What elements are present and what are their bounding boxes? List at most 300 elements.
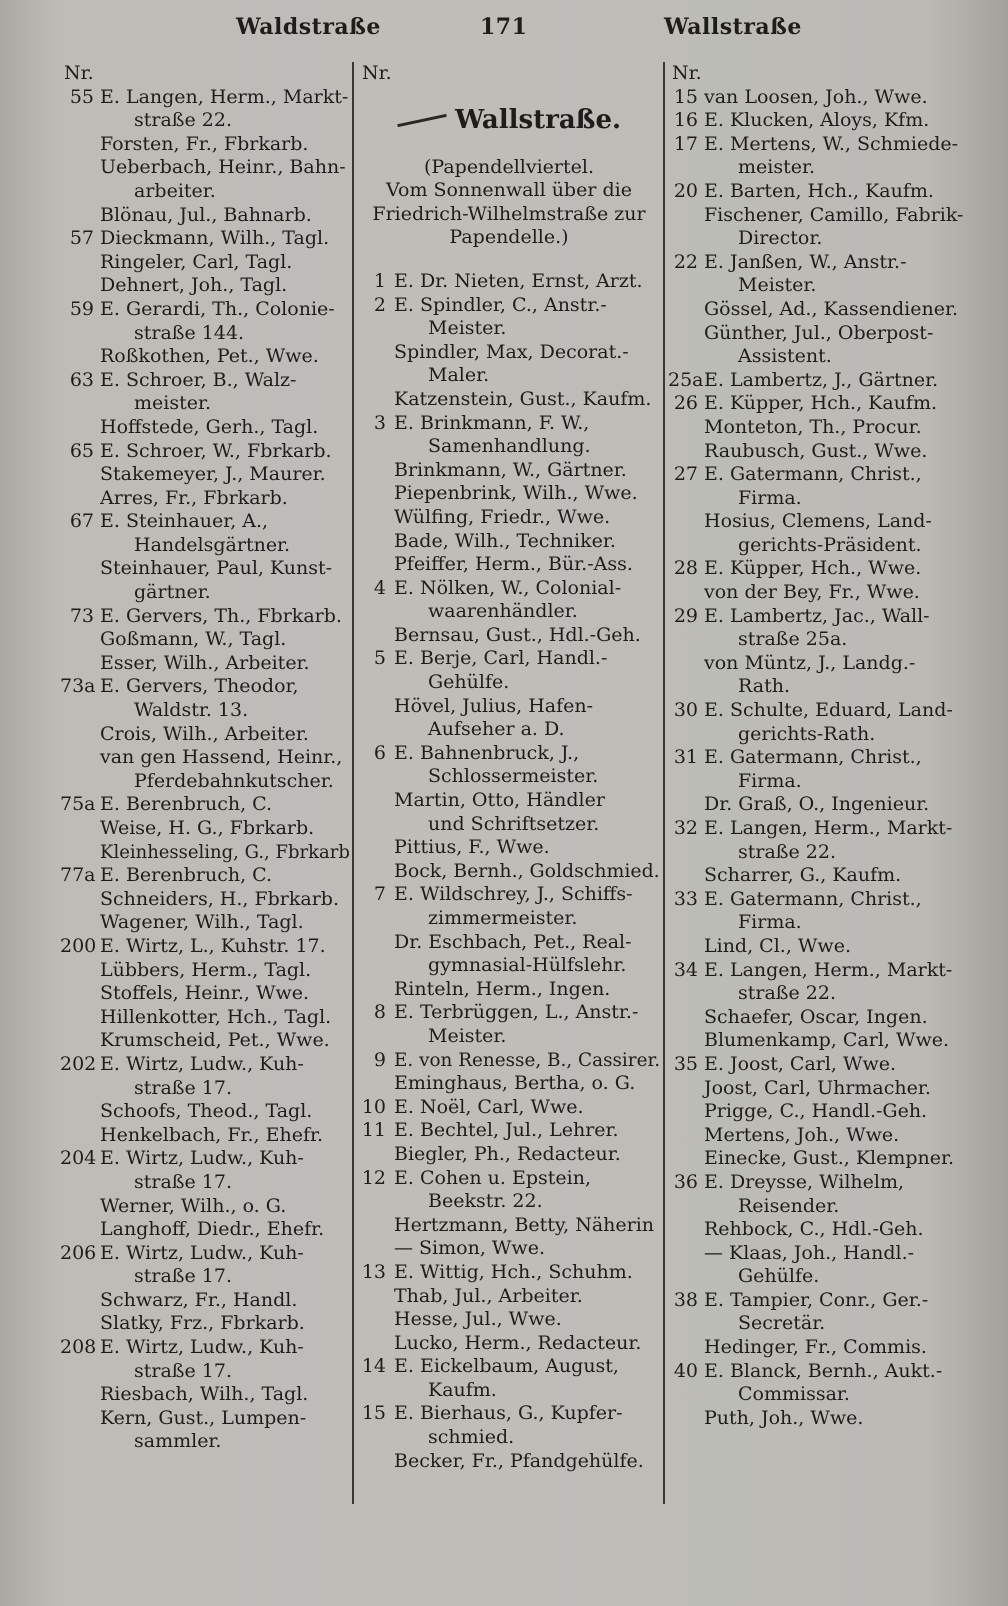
directory-entry [60,1407,350,1431]
directory-entry [60,534,350,558]
entry-text: Schwarz, Fr., Handl. [100,1288,298,1311]
directory-entry [60,723,350,747]
directory-entry [60,1171,350,1195]
directory-entry [60,1053,350,1077]
entry-text: E. Joost, Carl, Wwe. [704,1052,897,1075]
directory-entry [668,227,970,251]
entry-text: E. Berje, Carl, Handl.- [394,647,608,670]
house-number: 15 [673,85,698,108]
directory-entry [358,671,660,695]
entry-text: Henkelbach, Fr., Ehefr. [100,1123,324,1146]
entry-text: Arres, Fr., Fbrkarb. [100,486,288,509]
directory-entry [60,793,350,817]
directory-entry [60,817,350,841]
directory-entry [668,1147,970,1171]
entry-text: Hoffstede, Gerh., Tagl. [100,415,319,438]
entry-text: straße 22. [738,982,836,1005]
house-number: 2 [373,293,386,316]
entry-text: E. Berenbruch, C. [100,864,273,887]
column-label: Nr. [672,62,702,84]
directory-entry [668,1053,970,1077]
house-number: 32 [673,817,698,839]
entry-text: Rinteln, Herm., Ingen. [394,977,611,1000]
directory-entry [668,628,970,652]
house-number: 73 [69,604,94,627]
entry-text: Commissar. [738,1383,850,1406]
entry-text: Hesse, Jul., Wwe. [394,1308,562,1331]
directory-entry [60,652,350,676]
directory-entry [358,1072,660,1096]
entry-text: von der Bey, Fr., Wwe. [704,581,920,604]
entry-text: Assistent. [738,345,832,368]
directory-entry [358,836,660,860]
directory-entry [60,1029,350,1053]
column-1 [60,62,350,1454]
entry-text: Steinhauer, Paul, Kunst- [100,557,333,580]
entry-text: Riesbach, Wilh., Tagl. [100,1383,309,1406]
entry-text: Fischener, Camillo, Fabrik- [704,203,964,226]
entry-text: straße 22. [134,109,232,132]
entry-text: Firma. [738,769,802,792]
directory-entry [358,530,660,554]
directory-entry [358,1379,660,1403]
entry-text: waarenhändler. [428,600,578,623]
house-number: 35 [673,1052,698,1075]
directory-entry [668,1289,970,1313]
entry-text: E. Nölken, W., Colonial- [394,576,622,599]
directory-entry [358,624,660,648]
directory-entry [60,510,350,534]
entry-text: Eminghaus, Bertha, o. G. [394,1072,636,1095]
entry-text: Firma. [738,911,802,934]
directory-entry [668,1195,970,1219]
entry-text: Gehülfe. [428,671,510,694]
directory-entry [60,1006,350,1030]
entry-text: gerichts-Präsident. [738,533,922,556]
house-number: 15 [361,1402,386,1425]
directory-entry [60,487,350,511]
directory-entry [358,647,660,671]
house-number: 14 [361,1355,386,1378]
house-number: 7 [373,883,386,906]
entry-text: E. Steinhauer, A., [100,510,269,533]
house-number: 28 [673,557,698,580]
entry-text: Forsten, Fr., Fbrkarb. [100,132,309,155]
directory-entry [668,817,970,841]
entry-text: E. Barten, Hch., Kaufm. [704,179,934,202]
directory-entry [60,1430,350,1454]
entry-text: Becker, Fr., Pfandgehülfe. [394,1449,644,1472]
directory-entry [358,1402,660,1426]
directory-entry [668,557,970,581]
directory-entry [60,746,350,770]
house-number: 59 [69,297,94,320]
entry-text: E. Wirtz, L., Kuhstr. 17. [100,934,326,957]
directory-entry [60,864,350,888]
directory-entry [668,652,970,676]
entry-text: E. Berenbruch, C. [100,793,273,816]
column-2 [358,62,660,1473]
directory-entry [358,813,660,837]
directory-entry [358,742,660,766]
entry-text: Rath. [738,675,790,698]
entry-text: Beekstr. 22. [428,1190,543,1213]
directory-entry [60,675,350,699]
directory-entry [668,251,970,275]
directory-entry [60,227,350,251]
entry-text: Lucko, Herm., Redacteur. [394,1331,642,1354]
entry-text: Dehnert, Joh., Tagl. [100,274,288,297]
entry-text: Roßkothen, Pet., Wwe. [100,345,319,368]
entry-text: meister. [134,392,212,415]
entry-text: Mertens, Joh., Wwe. [704,1123,900,1146]
column-rule-2 [663,62,665,1504]
entry-text: E. Schulte, Eduard, Land- [704,699,953,722]
directory-entry [358,1096,660,1120]
column-label: Nr. [362,62,392,84]
entry-text: Schneiders, H., Fbrkarb. [100,887,340,910]
directory-entry [60,86,350,110]
house-number: 25a [668,368,704,391]
entry-text: und Schriftsetzer. [428,812,600,835]
entry-text: E. Schroer, W., Fbrkarb. [100,439,332,462]
directory-entry [60,935,350,959]
entry-text: — Klaas, Joh., Handl.- [704,1241,915,1264]
entry-text: Kaufm. [428,1378,497,1401]
entry-text: E. Klucken, Aloys, Kfm. [704,109,930,132]
entry-text: Dr. Graß, O., Ingenieur. [704,793,930,816]
entry-text: E. Spindler, C., Anstr.- [394,293,607,316]
house-number: 26 [673,392,698,415]
directory-entry [358,1001,660,1025]
directory-entry [668,1077,970,1101]
directory-entry [668,1312,970,1336]
directory-entry [358,978,660,1002]
entry-text: Gössel, Ad., Kassendiener. [704,297,959,320]
directory-entry [668,133,970,157]
entry-text: gärtner. [134,581,211,604]
entry-text: sammler. [134,1430,222,1453]
entry-text: Crois, Wilh., Arbeiter. [100,722,309,745]
entry-text: Prigge, C., Handl.-Geh. [704,1100,928,1123]
directory-entry [60,274,350,298]
entry-text: straße 17. [134,1076,232,1099]
directory-entry [668,581,970,605]
house-number: 5 [373,647,386,670]
directory-entry [668,699,970,723]
directory-entry [358,1190,660,1214]
entry-text: E. Bahnenbruck, J., [394,741,580,764]
entry-text: E. Wirtz, Ludw., Kuh- [100,1336,304,1359]
directory-entry [668,864,970,888]
house-number: 200 [60,934,97,957]
directory-entry [358,718,660,742]
directory-entry [358,765,660,789]
directory-entry [668,911,970,935]
directory-entry [668,723,970,747]
directory-entry [668,1242,970,1266]
house-number: 13 [361,1260,386,1283]
entry-text: Schoofs, Theod., Tagl. [100,1100,313,1123]
entry-text: Martin, Otto, Händler [394,789,605,812]
entry-text: Handelsgärtner. [134,533,291,556]
directory-entry [60,156,350,180]
entry-text: E. Wirtz, Ludw., Kuh- [100,1241,304,1264]
entry-text: E. Gatermann, Christ., [704,746,922,769]
entry-text: E. Lambertz, Jac., Wall- [704,604,930,627]
directory-entry [668,1100,970,1124]
directory-entry [668,156,970,180]
entry-text: E. Bechtel, Jul., Lehrer. [394,1119,619,1142]
entry-text: E. Eickelbaum, August, [394,1355,619,1378]
entry-text: Raubusch, Gust., Wwe. [704,439,928,462]
entry-text: Thab, Jul., Arbeiter. [394,1284,583,1307]
entry-text: Bade, Wilh., Techniker. [394,529,616,552]
entry-text: E. Gatermann, Christ., [704,887,922,910]
entry-text: Lind, Cl., Wwe. [704,934,851,957]
directory-entry [60,251,350,275]
entry-text: Blönau, Jul., Bahnarb. [100,203,312,226]
directory-entry [668,345,970,369]
entry-text: E. Janßen, W., Anstr.- [704,250,907,273]
entry-text: Waldstr. 13. [134,699,249,722]
entry-text: Piepenbrink, Wilh., Wwe. [394,482,638,505]
directory-entry [358,907,660,931]
directory-entry [358,364,660,388]
house-number: 29 [673,604,698,627]
directory-entry [60,133,350,157]
entry-text: Meister. [428,317,507,340]
directory-entry [60,1289,350,1313]
entry-text: Hillenkotter, Hch., Tagl. [100,1005,332,1028]
entry-text: E. Blanck, Bernh., Aukt.- [704,1359,943,1382]
entry-text: E. Gerardi, Th., Colonie- [100,297,335,320]
section-intro-line: Friedrich-Wilhelmstraße zur [372,202,646,225]
ornament-dash [397,114,447,127]
house-number: 65 [69,439,94,462]
directory-entry [60,1242,350,1266]
entry-text: Lübbers, Herm., Tagl. [100,958,312,981]
entry-text: Werner, Wilh., o. G. [100,1194,287,1217]
entry-text: Joost, Carl, Uhrmacher. [704,1076,931,1099]
directory-entry [358,577,660,601]
directory-entry [358,1285,660,1309]
directory-entry [668,322,970,346]
entry-text: E. von Renesse, B., Cassirer. [394,1048,661,1071]
directory-entry [358,1355,660,1379]
directory-entry [60,1265,350,1289]
entry-text: E. Küpper, Hch., Wwe. [704,557,922,580]
entry-text: Pfeiffer, Herm., Bür.-Ass. [394,553,633,576]
entry-text: Kern, Gust., Lumpen- [100,1406,307,1429]
directory-entry [668,935,970,959]
directory-entry [358,482,660,506]
entry-text: E. Gervers, Th., Fbrkarb. [100,604,342,627]
directory-entry [60,1360,350,1384]
house-number: 77a [60,864,96,887]
directory-entry [60,345,350,369]
house-number: 38 [673,1288,698,1311]
directory-entry [60,322,350,346]
directory-entry [668,1124,970,1148]
entry-text: Rehbock, C., Hdl.-Geh. [704,1218,924,1241]
directory-entry [60,180,350,204]
directory-entry [358,317,660,341]
directory-entry [60,1147,350,1171]
directory-entry [358,883,660,907]
house-number: 20 [673,179,698,202]
entry-text: Schaefer, Oscar, Ingen. [704,1005,928,1028]
entry-text: E. Mertens, W., Schmiede- [704,132,959,155]
directory-entry [668,1383,970,1407]
entry-text: Langhoff, Diedr., Ehefr. [100,1218,325,1241]
directory-entry [668,746,970,770]
directory-entry [668,463,970,487]
directory-entry [60,204,350,228]
entry-text: schmied. [428,1426,515,1449]
entry-text: E. Wirtz, Ludw., Kuh- [100,1052,304,1075]
entry-text: straße 25a. [738,628,848,651]
directory-entry [60,911,350,935]
directory-entry [358,860,660,884]
directory-entry [60,699,350,723]
directory-entry [60,770,350,794]
directory-entry [668,959,970,983]
entry-text: Hosius, Clemens, Land- [704,510,932,533]
directory-entry [668,1360,970,1384]
entry-text: Stakemeyer, J., Maurer. [100,463,326,486]
directory-entry [668,1029,970,1053]
directory-entry [60,109,350,133]
entry-text: Günther, Jul., Oberpost- [704,321,934,344]
running-head-left: Waldstraße [236,14,381,40]
entry-text: E. Dr. Nieten, Ernst, Arzt. [394,269,643,292]
directory-entry [668,1407,970,1431]
entry-text: — Simon, Wwe. [394,1237,545,1260]
directory-entry [358,270,660,294]
directory-entry [60,1195,350,1219]
directory-entry [358,1237,660,1261]
directory-entry [358,388,660,412]
directory-entry [668,86,970,110]
entry-text: E. Schroer, B., Walz- [100,368,297,391]
directory-entry [60,1077,350,1101]
directory-entry [358,1214,660,1238]
entry-text: E. Gervers, Theodor, [100,675,299,698]
entry-text: E. Wittig, Hch., Schuhm. [394,1260,633,1283]
house-number: 9 [373,1048,386,1071]
house-number: 75a [60,793,96,816]
directory-entry [60,959,350,983]
directory-entry [358,1308,660,1332]
entry-text: Goßmann, W., Tagl. [100,628,287,651]
directory-entry [358,789,660,813]
house-number: 1 [373,269,386,292]
house-number: 34 [673,958,698,981]
entry-text: E. Langen, Herm., Markt- [704,958,953,981]
directory-entry [358,695,660,719]
directory-entry [60,1218,350,1242]
entry-text: Katzenstein, Gust., Kaufm. [394,387,652,410]
entry-text: Firma. [738,486,802,509]
entry-text: Maler. [428,364,490,387]
entry-text: meister. [738,156,816,179]
house-number: 11 [361,1119,386,1142]
directory-entry [668,487,970,511]
directory-entry [60,628,350,652]
entry-text: Dr. Eschbach, Pet., Real- [394,930,632,953]
directory-entry [60,841,350,865]
entry-text: Krumscheid, Pet., Wwe. [100,1029,330,1052]
directory-entry [668,605,970,629]
directory-entry [60,1124,350,1148]
entry-text: Hertzmann, Betty, Näherin [394,1213,655,1236]
directory-entry [60,298,350,322]
entry-text: Wülfing, Friedr., Wwe. [394,505,611,528]
directory-entry [358,931,660,955]
entry-text: Wagener, Wilh., Tagl. [100,911,304,934]
directory-entry [668,440,970,464]
entry-text: Slatky, Frz., Fbrkarb. [100,1312,305,1335]
house-number: 33 [673,887,698,910]
running-head-right: Wallstraße [664,14,802,40]
entry-text: Meister. [738,274,817,297]
directory-entry [60,581,350,605]
entry-text: Meister. [428,1024,507,1047]
entry-text: E. Wirtz, Ludw., Kuh- [100,1147,304,1170]
entry-text: Scharrer, G., Kaufm. [704,864,902,887]
directory-entry [358,1426,660,1450]
directory-entry [60,416,350,440]
entry-text: Einecke, Gust., Klempner. [704,1147,955,1170]
directory-entry [358,1450,660,1474]
directory-entry [358,1049,660,1073]
directory-entry [358,1143,660,1167]
entry-text: Pittius, F., Wwe. [394,836,550,859]
house-number: 4 [373,576,386,599]
directory-entry [60,1100,350,1124]
directory-entry [60,1312,350,1336]
entry-text: Gehülfe. [738,1265,820,1288]
directory-entry [60,557,350,581]
directory-entry [60,982,350,1006]
entry-text: E. Cohen u. Epstein, [394,1166,592,1189]
house-number: 3 [373,411,386,434]
directory-entry [668,1336,970,1360]
entry-text: straße 17. [134,1170,232,1193]
directory-entry [668,1171,970,1195]
house-number: 57 [69,227,94,250]
house-number: 27 [673,463,698,486]
directory-entry [358,341,660,365]
page-number: 171 [480,14,528,40]
house-number: 40 [673,1359,698,1382]
column-label: Nr. [64,62,94,84]
section-intro-line: (Papendellviertel. [423,155,594,178]
directory-entry [358,294,660,318]
entry-text: Blumenkamp, Carl, Wwe. [704,1029,950,1052]
entry-text: Hedinger, Fr., Commis. [704,1336,927,1359]
entry-text: E. Noël, Carl, Wwe. [394,1095,584,1118]
directory-entry [668,888,970,912]
directory-entry [358,435,660,459]
entry-text: Pferdebahnkutscher. [134,769,334,792]
entry-text: Aufseher a. D. [428,718,565,741]
entry-text: Reisender. [738,1194,840,1217]
entry-text: Bernsau, Gust., Hdl.-Geh. [394,623,641,646]
entry-text: Ueberbach, Heinr., Bahn- [100,156,346,179]
house-number: 73a [60,675,96,698]
